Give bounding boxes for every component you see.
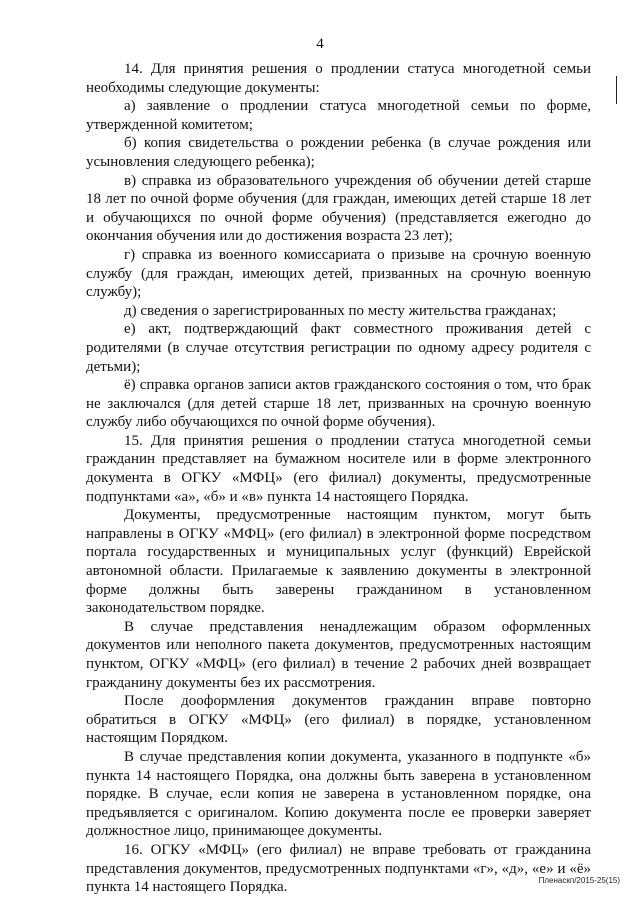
footer-code: Пленаскп/2015-25(15) [538, 876, 620, 885]
paragraph-15-return: В случае представления ненадлежащим образом оформленных документов или неполного пакета документов, предусмотренных настоящим пунктом, ОГКУ «МФЦ» (его филиал) в течение 2 рабочих дней возвращает гражданину документы без их рассмотрения. [86, 618, 591, 691]
paragraph-14-e: е) акт, подтверждающий факт совместного проживания детей с родителями (в случае отсутствия регистрации по одному адресу родителя с детьми); [86, 321, 591, 375]
paragraph-14-yo: ё) справка органов записи актов гражданского состояния о том, что брак не заключался (для детей старше 18 лет, призванных на срочную военную службу либо обучающихся по очной форме обучения). [86, 377, 591, 431]
paragraph-15: 15. Для принятия решения о продлении статуса многодетной семьи гражданин представляет на бумажном носителе или в форме электронного документа в ОГКУ «МФЦ» (его филиал) документы, предусмотренные подпунктами «а», «б» и «в» пункта 14 настоящего Порядка. [86, 432, 591, 505]
paragraph-14-d: д) сведения о зарегистрированных по месту жительства гражданах; [124, 302, 557, 319]
paragraph-14-v: в) справка из образовательного учреждения об обучении детей старше 18 лет по очной форме обучения (для граждан, имеющих детей старше 18 лет и обучающихся по очной форме обучения) (представляется ежегодно до окончания обучения или до достижения возраста 23 лет); [86, 172, 591, 245]
paragraph-14-intro: 14. Для принятия решения о продлении статуса многодетной семьи необходимы следующие документы: [86, 61, 591, 96]
paragraph-15-resubmit: После дооформления документов гражданин вправе повторно обратиться в ОГКУ «МФЦ» (его филиал) в порядке, установленном настоящим Порядком. [86, 693, 591, 747]
paragraph-15-copy: В случае представления копии документа, указанного в подпункте «б» пункта 14 настоящего Порядка, она должны быть заверена в установленном порядке. В случае, если копия не заверена в установленном порядке, она предъявляется с оригиналом. Копию документа после ее проверки заверяет должностное лицо, принимающее документы. [86, 748, 591, 840]
document-body [86, 60, 591, 897]
paragraph-16: 16. ОГКУ «МФЦ» (его филиал) не вправе требовать от гражданина представления документов, предусмотренных подпунктами «г», «д», «е» и «ё» пункта 14 настоящего Порядка. [86, 841, 591, 896]
margin-mark [616, 76, 617, 104]
paragraph-15-electronic: Документы, предусмотренные настоящим пунктом, могут быть направлены в ОГКУ «МФЦ» (его филиал) в электронной форме посредством портала государственных и муниципальных услуг (функций) Еврейской автономной области. Прилагаемые к заявлению документы в электронной форме должны быть заверены гражданином в установленном законодательством порядке. [86, 507, 591, 617]
paragraph-14-a: а) заявление о продлении статуса многодетной семьи по форме, утвержденной комитетом; [86, 98, 591, 133]
page-number: 4 [316, 36, 324, 52]
paragraph-14-b: б) копия свидетельства о рождении ребенка (в случае рождения или усыновления следующего ребенка); [86, 135, 591, 170]
paragraph-14-g: г) справка из военного комиссариата о призыве на срочную военную службу (для граждан, имеющих детей, призванных на срочную военную службу); [86, 246, 591, 301]
